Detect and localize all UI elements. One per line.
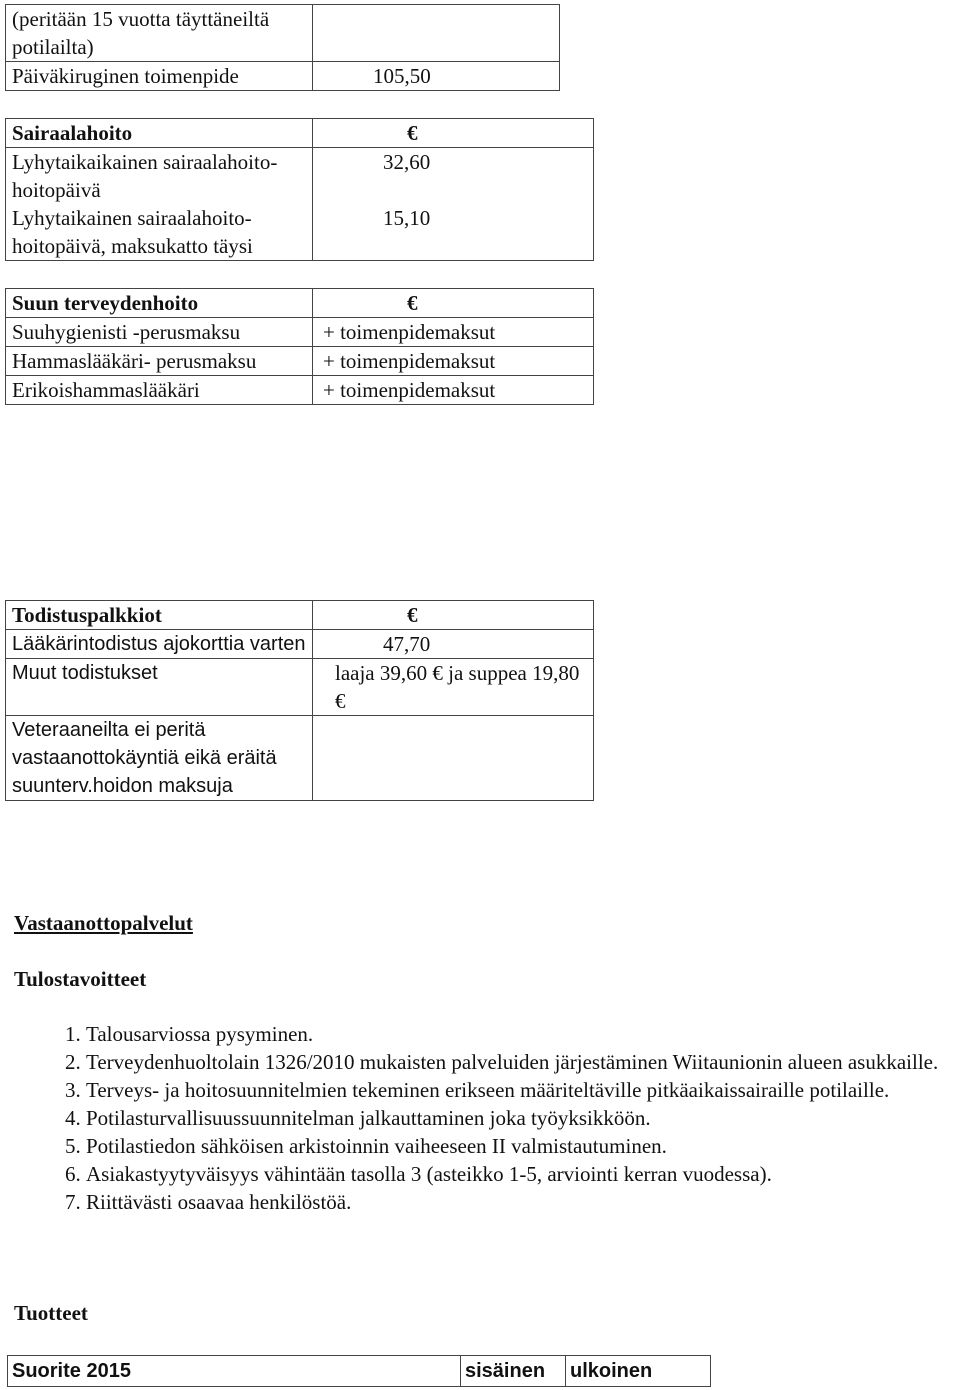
fee-value: + toimenpidemaksut [313, 318, 594, 347]
table-row [6, 289, 594, 318]
list-item: 2. Terveydenhuoltolain 1326/2010 mukaisten palveluiden järjestäminen Wiitaunionin alueen asukkaille. [86, 1048, 960, 1076]
goals-list [14, 1020, 960, 1216]
table-row [6, 601, 594, 630]
table-row [6, 659, 594, 716]
list-item: 4. Potilasturvallisuussuunnitelman jalkauttaminen joka työyksikköön. [86, 1104, 960, 1132]
fee-table-certificates [5, 600, 594, 801]
euro-symbol: € [313, 289, 594, 318]
fee-value: 47,70 [313, 630, 594, 659]
euro-symbol: € [313, 601, 594, 630]
fee-label: Lyhytaikaikainen sairaalahoito- hoitopäivä [6, 148, 313, 205]
fee-value [313, 5, 560, 62]
table-row [6, 148, 594, 205]
table-row [6, 5, 560, 62]
column-header: sisäinen [461, 1356, 566, 1387]
fee-table-general [5, 4, 560, 91]
products-title: Tuotteet [14, 1301, 88, 1325]
section-title: Vastaanottopalvelut [14, 911, 193, 935]
list-item: 3. Terveys- ja hoitosuunnitelmien tekeminen erikseen määriteltäville pitkäaikaissairaille potilaille. [86, 1076, 960, 1104]
fee-table-dental [5, 288, 594, 405]
section-header: Suun terveydenhoito [6, 289, 313, 318]
table-row [6, 204, 594, 261]
fee-value [313, 716, 594, 801]
table-row [6, 119, 594, 148]
table-row [6, 62, 560, 91]
fee-value: + toimenpidemaksut [313, 376, 594, 405]
fee-value: 32,60 [313, 148, 594, 205]
table-row [8, 1356, 711, 1387]
fee-label: Erikoishammaslääkäri [6, 376, 313, 405]
section-header: Todistuspalkkiot [6, 601, 313, 630]
euro-symbol: € [313, 119, 594, 148]
section-header: Sairaalahoito [6, 119, 313, 148]
list-item: 6. Asiakastyytyväisyys vähintään tasolla 3 (asteikko 1-5, arviointi kerran vuodessa). [86, 1160, 960, 1188]
fee-label: Muut todistukset [6, 659, 313, 716]
column-header: ulkoinen [566, 1356, 711, 1387]
list-item: 1. Talousarviossa pysyminen. [86, 1020, 960, 1048]
list-item: 7. Riittävästi osaavaa henkilöstöä. [86, 1188, 960, 1216]
table-row [6, 376, 594, 405]
fee-label: Suuhygienisti -perusmaksu [6, 318, 313, 347]
column-header: Suorite 2015 [8, 1356, 461, 1387]
fee-label: (peritään 15 vuotta täyttäneiltä potilailta) [6, 5, 313, 62]
fee-value: 105,50 [313, 62, 560, 91]
fee-label: Hammaslääkäri- perusmaksu [6, 347, 313, 376]
list-item: 5. Potilastiedon sähköisen arkistoinnin vaiheeseen II valmistautuminen. [86, 1132, 960, 1160]
fee-label: Lyhytaikainen sairaalahoito-hoitopäivä, maksukatto täysi [6, 204, 313, 261]
fee-value: laaja 39,60 € ja suppea 19,80 € [313, 659, 594, 716]
fee-label: Päiväkiruginen toimenpide [6, 62, 313, 91]
fee-label: Lääkärintodistus ajokorttia varten [6, 630, 313, 659]
table-row [6, 347, 594, 376]
table-row [6, 318, 594, 347]
goals-title: Tulostavoitteet [14, 967, 147, 991]
output-table [7, 1355, 711, 1387]
fee-value: 15,10 [313, 204, 594, 261]
fee-table-hospital [5, 118, 594, 261]
table-row [6, 716, 594, 801]
fee-value: + toimenpidemaksut [313, 347, 594, 376]
fee-label: Veteraaneilta ei peritä vastaanottokäyntiä eikä eräitä suunterv.hoidon maksuja [6, 716, 313, 801]
table-row [6, 630, 594, 659]
